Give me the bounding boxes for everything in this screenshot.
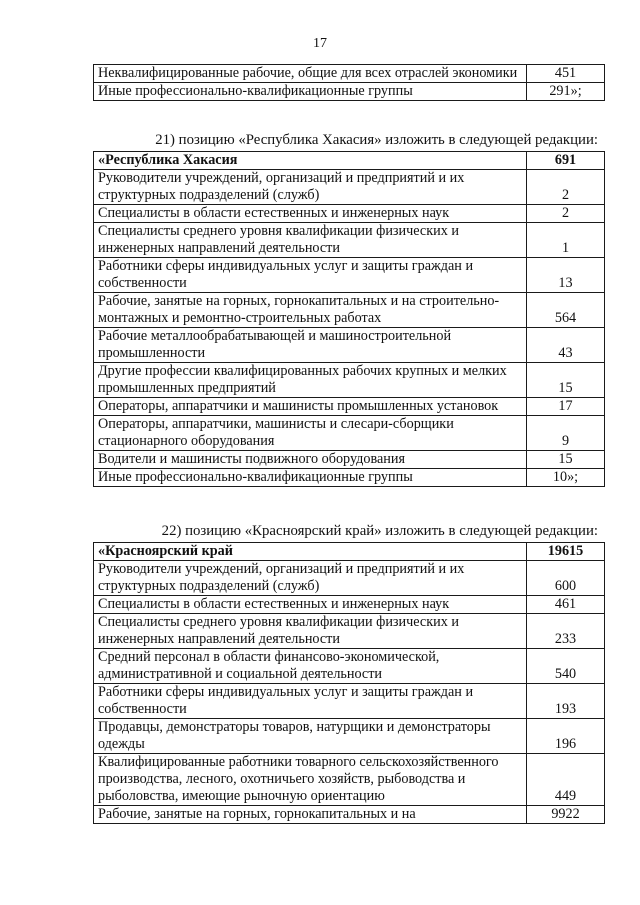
row-name: Специалисты в области естественных и инженерных наук [94,205,527,223]
continuation-table [93,64,605,101]
row-name: Неквалифицированные рабочие, общие для всех отраслей экономики [94,65,527,83]
row-name: Работники сферы индивидуальных услуг и защиты граждан и собственности [94,258,527,293]
row-name: Операторы, аппаратчики и машинисты промышленных установок [94,398,527,416]
row-value: 600 [527,561,605,596]
table-row [94,719,605,754]
table-row [94,83,605,101]
region-total: 19615 [527,543,605,561]
row-name: Квалифицированные работники товарного сельскохозяйственного производства, лесного, охотничьего хозяйств, рыбоводства и рыболовства, имеющие рыночную ориентацию [94,754,527,806]
row-name: Другие профессии квалифицированных рабочих крупных и мелких промышленных предприятий [94,363,527,398]
row-value: 15 [527,451,605,469]
table-row [94,205,605,223]
row-value: 2 [527,205,605,223]
table-row [94,684,605,719]
table-row [94,170,605,205]
row-value: 17 [527,398,605,416]
row-value: 193 [527,684,605,719]
row-value: 233 [527,614,605,649]
page-number: 17 [313,36,327,51]
table-row [94,398,605,416]
row-value: 196 [527,719,605,754]
krasnoyarsk-table [93,542,605,824]
table-row [94,806,605,824]
row-name: Специалисты среднего уровня квалификации физических и инженерных направлений деятельности [94,223,527,258]
region-total: 691 [527,152,605,170]
row-value: 461 [527,596,605,614]
row-name: Рабочие, занятые на горных, горнокапитальных и на строительно-монтажных и ремонтно-строительных работах [94,293,527,328]
row-value: 9922 [527,806,605,824]
row-value: 449 [527,754,605,806]
row-name: Руководители учреждений, организаций и предприятий и их структурных подразделений (служб) [94,170,527,205]
khakassia-table [93,151,605,487]
row-value: 10»; [527,469,605,487]
table-header-row [94,152,605,170]
row-value: 2 [527,170,605,205]
table-row [94,614,605,649]
table-row [94,416,605,451]
section-21-instruction: 21) позицию «Республика Хакасия» изложить в следующей редакции: [155,132,598,148]
table-row [94,561,605,596]
row-value: 15 [527,363,605,398]
row-name: Специалисты в области естественных и инженерных наук [94,596,527,614]
table-row [94,649,605,684]
row-name: Водители и машинисты подвижного оборудования [94,451,527,469]
table-row [94,65,605,83]
table-row [94,293,605,328]
row-name: Продавцы, демонстраторы товаров, натурщики и демонстраторы одежды [94,719,527,754]
table-row [94,328,605,363]
row-value: 1 [527,223,605,258]
table-row [94,596,605,614]
row-value: 540 [527,649,605,684]
row-name: Средний персонал в области финансово-экономической, административной и социальной деятельности [94,649,527,684]
row-value: 451 [527,65,605,83]
row-name: Работники сферы индивидуальных услуг и защиты граждан и собственности [94,684,527,719]
table-header-row [94,543,605,561]
row-name: Специалисты среднего уровня квалификации физических и инженерных направлений деятельности [94,614,527,649]
section-22-instruction: 22) позицию «Красноярский край» изложить в следующей редакции: [161,523,598,539]
table-row [94,363,605,398]
table-row [94,469,605,487]
row-value: 564 [527,293,605,328]
row-value: 9 [527,416,605,451]
table-row [94,258,605,293]
region-name: «Красноярский край [94,543,527,561]
row-name: Рабочие металлообрабатывающей и машиностроительной промышленности [94,328,527,363]
table-row [94,223,605,258]
row-name: Иные профессионально-квалификационные группы [94,469,527,487]
row-name: Операторы, аппаратчики, машинисты и слесари-сборщики стационарного оборудования [94,416,527,451]
table-row [94,754,605,806]
row-name: Иные профессионально-квалификационные группы [94,83,527,101]
row-value: 291»; [527,83,605,101]
row-value: 43 [527,328,605,363]
row-value: 13 [527,258,605,293]
table-row [94,451,605,469]
row-name: Руководители учреждений, организаций и предприятий и их структурных подразделений (служб) [94,561,527,596]
row-name: Рабочие, занятые на горных, горнокапитальных и на [94,806,527,824]
region-name: «Республика Хакасия [94,152,527,170]
